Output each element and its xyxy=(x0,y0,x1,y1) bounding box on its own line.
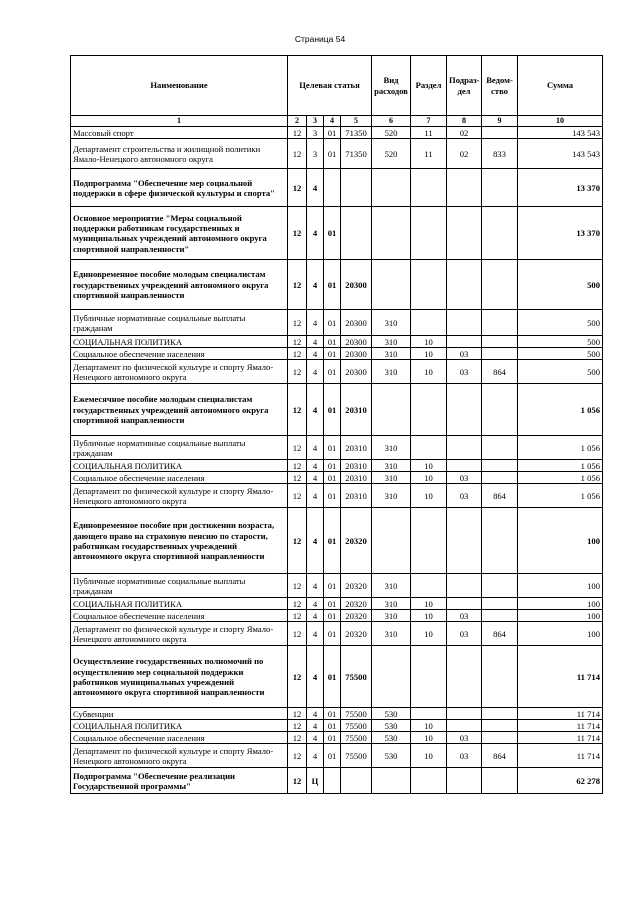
row-subsection-cell xyxy=(447,598,482,610)
column-number: 8 xyxy=(447,116,482,127)
row-name-cell: Публичные нормативные социальные выплаты гражданам xyxy=(71,436,288,460)
row-code-program-cell: 12 xyxy=(288,646,307,708)
row-code-subprogram-cell: 4 xyxy=(307,610,324,622)
row-department-cell xyxy=(482,460,518,472)
row-section-cell xyxy=(411,207,447,260)
row-department-cell xyxy=(482,127,518,139)
row-code-program-cell: 12 xyxy=(288,384,307,436)
row-code-event-cell: 01 xyxy=(324,260,341,310)
row-name-cell: СОЦИАЛЬНАЯ ПОЛИТИКА xyxy=(71,460,288,472)
row-code-event-cell: 01 xyxy=(324,436,341,460)
row-code-event-cell: 01 xyxy=(324,348,341,360)
row-subsection-cell xyxy=(447,384,482,436)
row-department-cell: 864 xyxy=(482,484,518,508)
table-row xyxy=(71,622,603,646)
row-expense-type-cell xyxy=(372,384,411,436)
row-sum-cell: 13 370 xyxy=(518,207,603,260)
row-sum-cell: 1 056 xyxy=(518,460,603,472)
header-subsection: Подраз- дел xyxy=(447,56,482,116)
row-sum-cell: 1 056 xyxy=(518,472,603,484)
row-section-cell xyxy=(411,260,447,310)
row-subsection-cell xyxy=(447,508,482,574)
row-sum-cell: 11 714 xyxy=(518,646,603,708)
table-row xyxy=(71,744,603,768)
row-sum-cell: 11 714 xyxy=(518,744,603,768)
row-sum-cell: 1 056 xyxy=(518,436,603,460)
row-department-cell xyxy=(482,472,518,484)
row-code-program-cell: 12 xyxy=(288,169,307,207)
column-number: 6 xyxy=(372,116,411,127)
row-code-program-cell: 12 xyxy=(288,598,307,610)
column-number: 1 xyxy=(71,116,288,127)
row-department-cell xyxy=(482,598,518,610)
row-code-subprogram-cell: 4 xyxy=(307,436,324,460)
row-code-program-cell: 12 xyxy=(288,708,307,720)
row-department-cell xyxy=(482,260,518,310)
row-name-cell: Департамент по физической культуре и спорту Ямало-Ненецкого автономного округа xyxy=(71,360,288,384)
row-code-program-cell: 12 xyxy=(288,472,307,484)
header-sum: Сумма xyxy=(518,56,603,116)
row-expense-type-cell: 530 xyxy=(372,744,411,768)
row-subsection-cell xyxy=(447,260,482,310)
table-row xyxy=(71,508,603,574)
row-expense-type-cell: 310 xyxy=(372,460,411,472)
row-sum-cell: 13 370 xyxy=(518,169,603,207)
row-section-cell: 10 xyxy=(411,610,447,622)
row-section-cell xyxy=(411,384,447,436)
row-code-program-cell: 12 xyxy=(288,360,307,384)
row-subsection-cell: 03 xyxy=(447,472,482,484)
row-expense-type-cell: 520 xyxy=(372,127,411,139)
row-code-event-cell: 01 xyxy=(324,732,341,744)
row-sum-cell: 100 xyxy=(518,622,603,646)
row-name-cell: Социальное обеспечение населения xyxy=(71,610,288,622)
table-row xyxy=(71,310,603,336)
row-section-cell xyxy=(411,708,447,720)
row-department-cell xyxy=(482,436,518,460)
row-code-program-cell: 12 xyxy=(288,732,307,744)
row-section-cell: 10 xyxy=(411,720,447,732)
row-expense-type-cell: 530 xyxy=(372,732,411,744)
row-expense-type-cell xyxy=(372,207,411,260)
table-row xyxy=(71,348,603,360)
row-sum-cell: 500 xyxy=(518,348,603,360)
row-code-event-cell: 01 xyxy=(324,622,341,646)
table-row xyxy=(71,472,603,484)
row-department-cell: 833 xyxy=(482,139,518,169)
row-code-event-cell: 01 xyxy=(324,610,341,622)
row-sum-cell: 11 714 xyxy=(518,732,603,744)
row-subsection-cell: 03 xyxy=(447,610,482,622)
row-code-program-cell: 12 xyxy=(288,348,307,360)
row-sum-cell: 500 xyxy=(518,360,603,384)
row-department-cell xyxy=(482,610,518,622)
row-department-cell xyxy=(482,708,518,720)
table-row xyxy=(71,708,603,720)
row-department-cell xyxy=(482,574,518,598)
table-body xyxy=(71,127,603,794)
row-expense-type-cell: 310 xyxy=(372,610,411,622)
row-name-cell: СОЦИАЛЬНАЯ ПОЛИТИКА xyxy=(71,336,288,348)
row-section-cell xyxy=(411,646,447,708)
row-section-cell xyxy=(411,508,447,574)
row-expense-type-cell: 310 xyxy=(372,436,411,460)
row-code-direction-cell: 20300 xyxy=(341,260,372,310)
row-section-cell xyxy=(411,768,447,794)
column-number-row xyxy=(71,116,603,127)
row-code-direction-cell: 20320 xyxy=(341,598,372,610)
row-code-subprogram-cell: 4 xyxy=(307,260,324,310)
row-subsection-cell xyxy=(447,436,482,460)
row-code-event-cell: 01 xyxy=(324,310,341,336)
row-subsection-cell: 03 xyxy=(447,360,482,384)
row-section-cell: 10 xyxy=(411,460,447,472)
row-code-program-cell: 12 xyxy=(288,720,307,732)
table-row xyxy=(71,360,603,384)
row-sum-cell: 100 xyxy=(518,574,603,598)
row-subsection-cell: 03 xyxy=(447,348,482,360)
row-sum-cell: 500 xyxy=(518,260,603,310)
row-sum-cell: 1 056 xyxy=(518,384,603,436)
row-code-event-cell: 01 xyxy=(324,508,341,574)
row-sum-cell: 62 278 xyxy=(518,768,603,794)
row-name-cell: Социальное обеспечение населения xyxy=(71,732,288,744)
column-number: 3 xyxy=(307,116,324,127)
row-expense-type-cell xyxy=(372,768,411,794)
row-code-direction-cell: 75500 xyxy=(341,720,372,732)
row-name-cell: Массовый спорт xyxy=(71,127,288,139)
row-department-cell xyxy=(482,169,518,207)
row-code-subprogram-cell: 4 xyxy=(307,574,324,598)
row-section-cell: 10 xyxy=(411,598,447,610)
row-department-cell xyxy=(482,207,518,260)
row-code-program-cell: 12 xyxy=(288,574,307,598)
row-section-cell: 10 xyxy=(411,472,447,484)
row-code-subprogram-cell: 4 xyxy=(307,336,324,348)
row-department-cell xyxy=(482,732,518,744)
row-code-direction-cell: 20310 xyxy=(341,436,372,460)
row-section-cell: 10 xyxy=(411,622,447,646)
row-sum-cell: 100 xyxy=(518,598,603,610)
header-section: Раздел xyxy=(411,56,447,116)
table-row xyxy=(71,574,603,598)
row-subsection-cell xyxy=(447,768,482,794)
row-code-event-cell xyxy=(324,169,341,207)
row-code-direction-cell: 20310 xyxy=(341,472,372,484)
row-code-direction-cell: 71350 xyxy=(341,139,372,169)
row-expense-type-cell: 310 xyxy=(372,472,411,484)
row-department-cell xyxy=(482,310,518,336)
row-code-direction-cell: 20320 xyxy=(341,508,372,574)
row-code-direction-cell: 20320 xyxy=(341,574,372,598)
row-code-program-cell: 12 xyxy=(288,127,307,139)
row-section-cell: 11 xyxy=(411,139,447,169)
row-section-cell: 10 xyxy=(411,336,447,348)
row-code-event-cell: 01 xyxy=(324,484,341,508)
row-code-subprogram-cell: 4 xyxy=(307,708,324,720)
row-subsection-cell: 03 xyxy=(447,484,482,508)
row-sum-cell: 1 056 xyxy=(518,484,603,508)
row-expense-type-cell: 310 xyxy=(372,622,411,646)
row-code-subprogram-cell: 4 xyxy=(307,360,324,384)
row-code-event-cell: 01 xyxy=(324,336,341,348)
row-code-subprogram-cell: 3 xyxy=(307,127,324,139)
row-subsection-cell xyxy=(447,574,482,598)
row-expense-type-cell: 530 xyxy=(372,720,411,732)
row-code-direction-cell: 75500 xyxy=(341,708,372,720)
row-subsection-cell: 02 xyxy=(447,127,482,139)
row-subsection-cell xyxy=(447,169,482,207)
table-header-row xyxy=(71,56,603,116)
row-code-program-cell: 12 xyxy=(288,768,307,794)
row-code-program-cell: 12 xyxy=(288,139,307,169)
row-department-cell xyxy=(482,720,518,732)
row-subsection-cell xyxy=(447,460,482,472)
row-subsection-cell: 03 xyxy=(447,732,482,744)
row-code-program-cell: 12 xyxy=(288,622,307,646)
row-section-cell xyxy=(411,574,447,598)
row-expense-type-cell xyxy=(372,508,411,574)
row-code-direction-cell: 75500 xyxy=(341,744,372,768)
table-row xyxy=(71,768,603,794)
row-section-cell xyxy=(411,310,447,336)
row-subsection-cell xyxy=(447,646,482,708)
row-code-direction-cell: 71350 xyxy=(341,127,372,139)
row-code-direction-cell: 20320 xyxy=(341,622,372,646)
row-name-cell: Социальное обеспечение населения xyxy=(71,472,288,484)
row-code-subprogram-cell: 4 xyxy=(307,744,324,768)
row-subsection-cell xyxy=(447,310,482,336)
page-number-label: Страница 54 xyxy=(294,34,346,44)
row-code-subprogram-cell: 4 xyxy=(307,622,324,646)
row-code-subprogram-cell: Ц xyxy=(307,768,324,794)
row-name-cell: Подпрограмма "Обеспечение мер социальной поддержки в сфере физической культуры и спорта" xyxy=(71,169,288,207)
row-sum-cell: 500 xyxy=(518,336,603,348)
row-name-cell: Департамент строительства и жилищной политики Ямало-Ненецкого автономного округа xyxy=(71,139,288,169)
row-subsection-cell xyxy=(447,708,482,720)
row-expense-type-cell: 530 xyxy=(372,708,411,720)
row-code-direction-cell: 75500 xyxy=(341,646,372,708)
row-code-event-cell: 01 xyxy=(324,646,341,708)
row-sum-cell: 143 543 xyxy=(518,127,603,139)
row-code-program-cell: 12 xyxy=(288,744,307,768)
row-code-event-cell: 01 xyxy=(324,708,341,720)
row-code-subprogram-cell: 4 xyxy=(307,310,324,336)
row-name-cell: СОЦИАЛЬНАЯ ПОЛИТИКА xyxy=(71,598,288,610)
row-code-event-cell: 01 xyxy=(324,384,341,436)
row-subsection-cell: 02 xyxy=(447,139,482,169)
row-code-event-cell xyxy=(324,768,341,794)
row-department-cell: 864 xyxy=(482,360,518,384)
row-name-cell: Основное мероприятие "Меры социальной поддержки работникам государственных и муниципальных учреждений автономного округа спортивной направленности" xyxy=(71,207,288,260)
row-sum-cell: 11 714 xyxy=(518,708,603,720)
row-department-cell xyxy=(482,336,518,348)
row-subsection-cell: 03 xyxy=(447,744,482,768)
row-code-program-cell: 12 xyxy=(288,207,307,260)
row-code-subprogram-cell: 4 xyxy=(307,460,324,472)
table-row xyxy=(71,260,603,310)
row-code-program-cell: 12 xyxy=(288,310,307,336)
row-code-event-cell: 01 xyxy=(324,472,341,484)
row-expense-type-cell: 520 xyxy=(372,139,411,169)
row-department-cell xyxy=(482,348,518,360)
row-name-cell: Публичные нормативные социальные выплаты гражданам xyxy=(71,574,288,598)
row-code-direction-cell xyxy=(341,207,372,260)
row-subsection-cell: 03 xyxy=(447,622,482,646)
row-code-direction-cell: 20310 xyxy=(341,384,372,436)
column-number: 9 xyxy=(482,116,518,127)
row-code-subprogram-cell: 4 xyxy=(307,598,324,610)
row-expense-type-cell: 310 xyxy=(372,310,411,336)
row-name-cell: Подпрограмма "Обеспечение реализации Государственной программы" xyxy=(71,768,288,794)
row-section-cell xyxy=(411,169,447,207)
header-target-article: Целевая статья xyxy=(288,56,372,116)
table-row xyxy=(71,127,603,139)
row-expense-type-cell xyxy=(372,260,411,310)
row-name-cell: СОЦИАЛЬНАЯ ПОЛИТИКА xyxy=(71,720,288,732)
row-subsection-cell xyxy=(447,207,482,260)
row-expense-type-cell: 310 xyxy=(372,360,411,384)
row-code-event-cell: 01 xyxy=(324,744,341,768)
table-row xyxy=(71,610,603,622)
row-expense-type-cell: 310 xyxy=(372,484,411,508)
row-code-program-cell: 12 xyxy=(288,336,307,348)
row-name-cell: Департамент по физической культуре и спорту Ямало-Ненецкого автономного округа xyxy=(71,744,288,768)
row-department-cell xyxy=(482,508,518,574)
column-number: 2 xyxy=(288,116,307,127)
row-code-subprogram-cell: 4 xyxy=(307,720,324,732)
row-code-direction-cell xyxy=(341,169,372,207)
row-code-program-cell: 12 xyxy=(288,484,307,508)
table-row xyxy=(71,732,603,744)
table-row xyxy=(71,139,603,169)
row-expense-type-cell: 310 xyxy=(372,598,411,610)
row-code-event-cell: 01 xyxy=(324,207,341,260)
row-sum-cell: 143 543 xyxy=(518,139,603,169)
row-code-direction-cell: 20310 xyxy=(341,460,372,472)
row-code-event-cell: 01 xyxy=(324,360,341,384)
header-expense-type: Вид расходов xyxy=(372,56,411,116)
row-department-cell xyxy=(482,768,518,794)
table-row xyxy=(71,436,603,460)
row-department-cell xyxy=(482,384,518,436)
row-code-event-cell: 01 xyxy=(324,598,341,610)
row-code-program-cell: 12 xyxy=(288,508,307,574)
row-code-event-cell: 01 xyxy=(324,574,341,598)
row-code-subprogram-cell: 4 xyxy=(307,732,324,744)
row-sum-cell: 100 xyxy=(518,610,603,622)
row-subsection-cell xyxy=(447,336,482,348)
row-section-cell: 10 xyxy=(411,360,447,384)
row-section-cell: 10 xyxy=(411,484,447,508)
row-code-subprogram-cell: 4 xyxy=(307,472,324,484)
budget-table xyxy=(70,55,603,794)
row-code-direction-cell: 20310 xyxy=(341,484,372,508)
row-code-event-cell: 01 xyxy=(324,139,341,169)
row-code-program-cell: 12 xyxy=(288,436,307,460)
row-department-cell: 864 xyxy=(482,744,518,768)
row-expense-type-cell: 310 xyxy=(372,336,411,348)
row-sum-cell: 100 xyxy=(518,508,603,574)
row-name-cell: Ежемесячное пособие молодым специалистам государственных учреждений автономного округа спортивной направленности xyxy=(71,384,288,436)
row-department-cell: 864 xyxy=(482,622,518,646)
row-code-program-cell: 12 xyxy=(288,610,307,622)
row-code-event-cell: 01 xyxy=(324,127,341,139)
row-section-cell xyxy=(411,436,447,460)
row-expense-type-cell: 310 xyxy=(372,348,411,360)
column-number: 10 xyxy=(518,116,603,127)
table-row xyxy=(71,460,603,472)
row-expense-type-cell: 310 xyxy=(372,574,411,598)
row-code-subprogram-cell: 4 xyxy=(307,646,324,708)
row-name-cell: Департамент по физической культуре и спорту Ямало-Ненецкого автономного округа xyxy=(71,622,288,646)
row-code-event-cell: 01 xyxy=(324,460,341,472)
row-code-direction-cell: 20300 xyxy=(341,310,372,336)
row-expense-type-cell xyxy=(372,646,411,708)
row-code-direction-cell: 20320 xyxy=(341,610,372,622)
row-name-cell: Единовременное пособие молодым специалистам государственных учреждений автономного округа спортивной направленности xyxy=(71,260,288,310)
row-code-direction-cell: 20300 xyxy=(341,360,372,384)
row-code-subprogram-cell: 4 xyxy=(307,207,324,260)
row-code-direction-cell: 75500 xyxy=(341,732,372,744)
row-code-program-cell: 12 xyxy=(288,260,307,310)
row-sum-cell: 11 714 xyxy=(518,720,603,732)
row-sum-cell: 500 xyxy=(518,310,603,336)
row-section-cell: 10 xyxy=(411,732,447,744)
row-code-direction-cell xyxy=(341,768,372,794)
row-code-program-cell: 12 xyxy=(288,460,307,472)
row-name-cell: Социальное обеспечение населения xyxy=(71,348,288,360)
table-row xyxy=(71,169,603,207)
header-name: Наименование xyxy=(71,56,288,116)
table-row xyxy=(71,598,603,610)
table-row xyxy=(71,484,603,508)
column-number: 5 xyxy=(341,116,372,127)
column-number: 7 xyxy=(411,116,447,127)
row-subsection-cell xyxy=(447,720,482,732)
row-code-direction-cell: 20300 xyxy=(341,348,372,360)
row-name-cell: Единовременное пособие при достижении возраста, дающего право на страховую пенсию по старости, работникам государственных учреждений автономного округа спортивной направленности xyxy=(71,508,288,574)
row-expense-type-cell xyxy=(372,169,411,207)
row-code-subprogram-cell: 4 xyxy=(307,169,324,207)
row-name-cell: Департамент по физической культуре и спорту Ямало-Ненецкого автономного округа xyxy=(71,484,288,508)
table-row xyxy=(71,646,603,708)
row-section-cell: 10 xyxy=(411,744,447,768)
row-section-cell: 10 xyxy=(411,348,447,360)
row-code-subprogram-cell: 4 xyxy=(307,508,324,574)
row-name-cell: Субвенции xyxy=(71,708,288,720)
row-code-subprogram-cell: 3 xyxy=(307,139,324,169)
row-code-subprogram-cell: 4 xyxy=(307,384,324,436)
row-code-subprogram-cell: 4 xyxy=(307,484,324,508)
row-code-event-cell: 01 xyxy=(324,720,341,732)
row-code-subprogram-cell: 4 xyxy=(307,348,324,360)
table-row xyxy=(71,207,603,260)
table-row xyxy=(71,336,603,348)
table-row xyxy=(71,720,603,732)
header-department: Ведом- ство xyxy=(482,56,518,116)
row-section-cell: 11 xyxy=(411,127,447,139)
row-code-direction-cell: 20300 xyxy=(341,336,372,348)
row-department-cell xyxy=(482,646,518,708)
row-name-cell: Публичные нормативные социальные выплаты гражданам xyxy=(71,310,288,336)
table-row xyxy=(71,384,603,436)
row-name-cell: Осуществление государственных полномочий по осуществлению мер социальной поддержки работников муниципальных учреждений автономного округа спортивной направленности xyxy=(71,646,288,708)
column-number: 4 xyxy=(324,116,341,127)
